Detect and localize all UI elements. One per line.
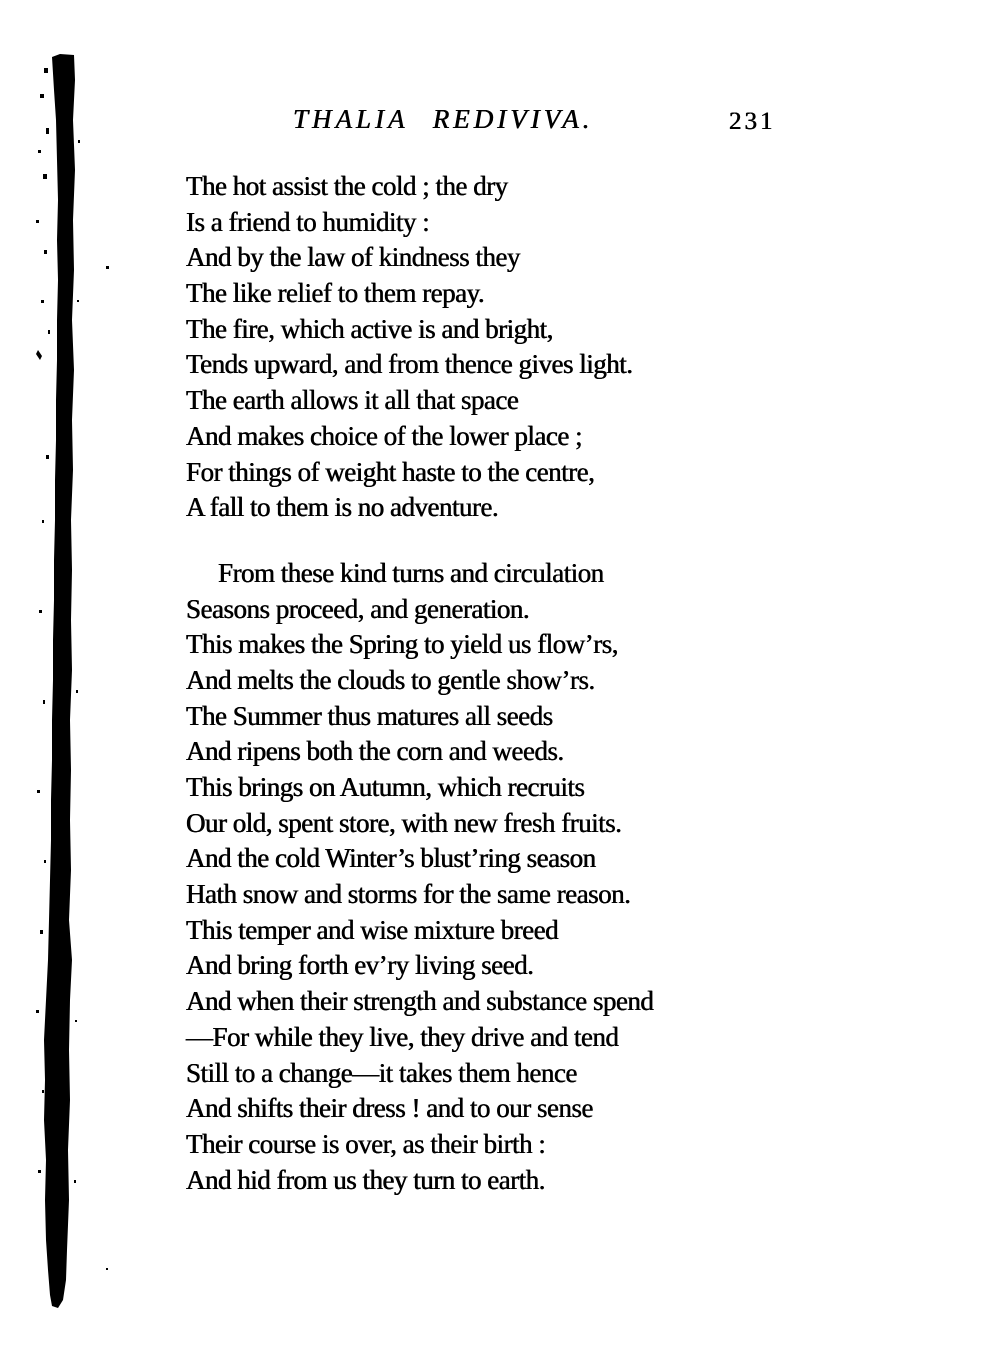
poem-line: —For while they live, they drive and tend [186,1021,619,1052]
poem-stanza-1 [186,169,653,526]
poem-line: Tends upward, and from thence gives light. [186,349,633,380]
poem-line: Is a friend to humidity : [186,206,430,237]
poem-line: And hid from us they turn to earth. [186,1164,545,1195]
poem-line: Their course is over, as their birth : [186,1128,546,1159]
poem-line: And ripens both the corn and weeds. [186,736,564,767]
poem-line: A fall to them is no adventure. [186,492,499,523]
poem-line: Our old, spent store, with new fresh fruits. [186,807,622,838]
poem-line: And the cold Winter’s blust’ring season [186,843,596,874]
poem-stanza-2 [186,556,653,1198]
poem-line: The like relief to them repay. [186,278,485,309]
poem-body [186,169,653,1198]
poem-line: This makes the Spring to yield us flow’rs, [186,629,618,660]
page-number: 231 [729,108,776,135]
poem-line: This temper and wise mixture breed [186,914,559,945]
poem-line: And melts the clouds to gentle show’rs. [186,664,595,695]
poem-line: The earth allows it all that space [186,385,519,416]
running-header-title: THALIA REDIVIVA. [293,104,594,134]
poem-line: The hot assist the cold ; the dry [186,171,508,201]
poem-line: And when their strength and substance spend [186,986,654,1017]
poem-line: For things of weight haste to the centre, [186,456,595,487]
poem-line: And bring forth ev’ry living seed. [186,950,534,981]
poem-line: Hath snow and storms for the same reason. [186,879,631,910]
poem-line: And makes choice of the lower place ; [186,420,583,451]
poem-line: The Summer thus matures all seeds [186,700,553,731]
poem-line: This brings on Autumn, which recruits [186,772,585,802]
poem-line: From these kind turns and circulation [218,557,604,588]
poem-line: Still to a change—it takes them hence [186,1057,577,1088]
poem-line: And by the law of kindness they [186,242,520,273]
poem-line: Seasons proceed, and generation. [186,593,530,624]
poem-line: The fire, which active is and bright, [186,313,553,344]
poem-line: And shifts their dress ! and to our sense [186,1093,593,1124]
